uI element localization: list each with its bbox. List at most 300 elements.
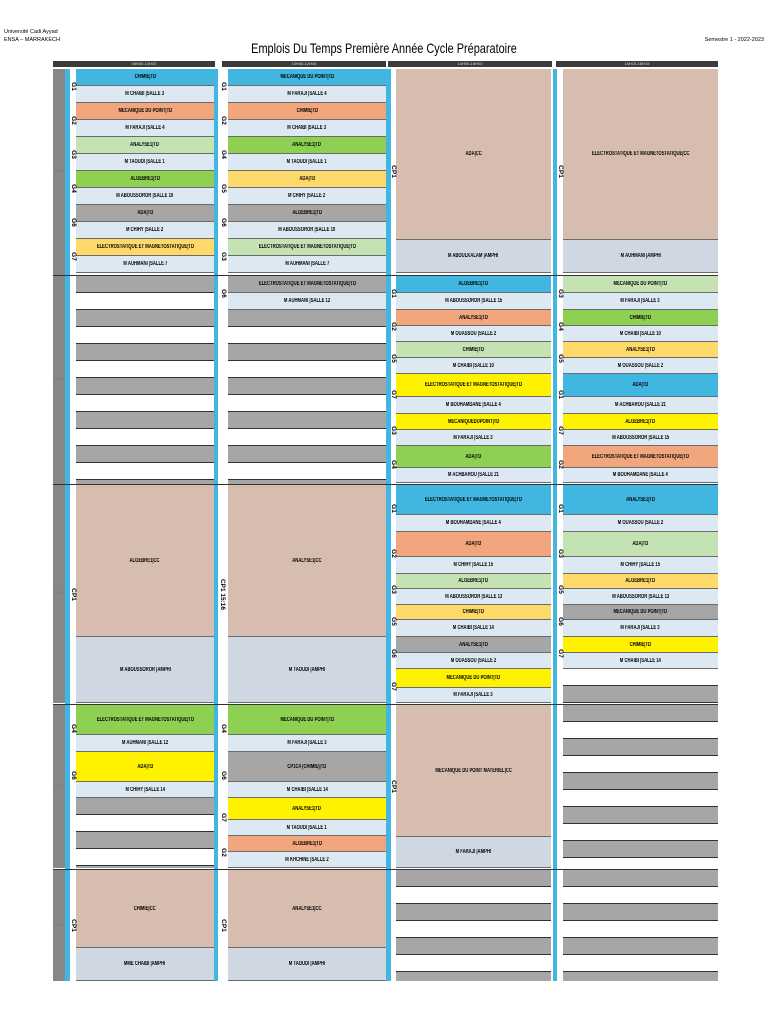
schedule-cell — [228, 256, 386, 273]
schedule-cell-text: MECANIQUE DU POINT|TD — [280, 74, 334, 80]
page-title: Emplois Du Temps Première Année Cycle Préparatoire — [251, 40, 517, 56]
group-label — [218, 239, 228, 273]
group-label-text: G5 — [390, 616, 398, 626]
schedule-cell — [563, 605, 718, 620]
schedule-cell-text: ALGEBRE1|CC — [129, 557, 161, 564]
schedule-cell-text: M FARAJI |SALLE 3 — [453, 692, 494, 698]
group-label — [70, 705, 76, 752]
schedule-cell — [396, 653, 551, 669]
group-label — [218, 171, 228, 205]
group-label-text: G3 — [69, 149, 77, 159]
group-label — [557, 574, 563, 605]
schedule-cell-text: M ACHBAROU |SALLE 21 — [615, 402, 666, 408]
schedule-cell-text: M ABOUSSOROR |AMPHI — [119, 666, 171, 673]
schedule-cell-text: ADA|TD — [465, 541, 482, 547]
schedule-cell-text: CHIMIE|TD — [134, 74, 156, 80]
schedule-cell — [76, 69, 214, 86]
schedule-cell — [76, 86, 214, 103]
schedule-cell — [228, 205, 386, 222]
group-label-text: CP1 — [390, 780, 397, 793]
group-label-text: G4 — [219, 149, 227, 159]
schedule-cell-text: M CHIHY |SALLE 15 — [620, 562, 661, 568]
group-label-text: G7 — [69, 251, 77, 261]
group-label — [557, 414, 563, 446]
group-label-text: CP1 — [390, 164, 397, 178]
schedule-cell-text: M TAOUDI |AMPHI — [288, 961, 326, 967]
schedule-cell — [76, 870, 214, 948]
schedule-cell — [396, 240, 551, 273]
group-label — [218, 137, 228, 171]
schedule-cell-text: ANALYSE1|TD — [459, 641, 488, 648]
schedule-cell — [76, 239, 214, 256]
schedule-cell-text: ANALYSE1|TD — [292, 805, 322, 812]
schedule-cell-text: M CHAIBI |SALLE 3 — [125, 91, 165, 97]
schedule-cell — [396, 589, 551, 605]
schedule-cell-text: M TAOUDI |SALLE 1 — [286, 824, 328, 831]
schedule-cell-text: MECANIQUE DU POINT|TD — [118, 108, 172, 114]
schedule-cell — [396, 310, 551, 326]
schedule-cell — [76, 120, 214, 137]
schedule-cell-text: ELECTROSTATIQUE ET MAGNETOSTATIQUE|TD — [591, 453, 690, 460]
schedule-cell — [228, 171, 386, 188]
schedule-cell — [396, 688, 551, 703]
schedule-cell-text: M OUASSOU |SALLE 2 — [450, 330, 497, 337]
schedule-cell — [563, 557, 718, 574]
schedule-cell-text: ANALYSE1|TD — [626, 496, 655, 503]
schedule-cell-text: M FARAJI |SALLE 3 — [287, 740, 327, 746]
group-label — [218, 870, 228, 981]
schedule-cell — [76, 705, 214, 735]
schedule-cell-text: ELECTROSTATIQUE ET MAGNETOSTATIQUE|TD — [96, 244, 194, 250]
schedule-cell — [76, 735, 214, 752]
schedule-cell — [563, 485, 718, 515]
schedule-cell-text: M CHIHY |SALLE 2 — [126, 227, 164, 233]
schedule-cell — [396, 358, 551, 374]
schedule-cell — [228, 870, 386, 948]
schedule-cell — [228, 86, 386, 103]
schedule-cell — [563, 515, 718, 532]
schedule-cell-text: CHIMIE|TD — [462, 346, 485, 353]
schedule-cell-text: CHIMIE|TD — [629, 641, 652, 648]
schedule-cell-text: M CHAIBI |SALLE 14 — [286, 786, 328, 793]
schedule-cell-text: ANALYSE1|TD — [459, 314, 488, 321]
group-label — [557, 532, 563, 574]
schedule-cell-text: ADA|TD — [632, 541, 649, 547]
group-label-text: G7 — [390, 681, 398, 691]
schedule-cell-text: CHIMIE|TD — [629, 314, 652, 321]
schedule-cell — [563, 374, 718, 397]
schedule-cell-text: M CHIHY |SALLE 15 — [453, 562, 494, 568]
schedule-cell — [563, 69, 718, 240]
schedule-cell — [563, 310, 718, 326]
schedule-cell — [396, 574, 551, 589]
schedule-cell — [228, 852, 386, 868]
group-label-text: G4 — [556, 321, 564, 331]
schedule-cell-text: M OUASSOU |SALLE 2 — [617, 520, 664, 526]
group-label — [391, 276, 396, 310]
schedule-cell-text: CHIMIE|TD — [296, 108, 318, 114]
schedule-cell-text: ELECTROSTATIQUE ET MAGNETOSTATIQUE|TD — [258, 281, 356, 287]
group-label-text: CP1 — [219, 919, 227, 932]
schedule-cell — [563, 468, 718, 483]
institution-block — [4, 28, 60, 44]
group-label — [218, 205, 228, 239]
schedule-cell — [228, 222, 386, 239]
schedule-cell — [228, 293, 386, 310]
schedule-cell — [76, 948, 214, 981]
schedule-cell-text: MECANIQUEDUPOINT|TD — [447, 418, 500, 425]
group-label — [557, 342, 563, 374]
group-label — [391, 532, 396, 574]
schedule-cell — [396, 532, 551, 557]
schedule-cell-text: ANALYSE1|CC — [292, 905, 322, 912]
schedule-cell — [563, 276, 718, 293]
group-label — [70, 239, 76, 273]
schedule-cell — [396, 620, 551, 637]
schedule-cell — [228, 188, 386, 205]
schedule-cell — [396, 669, 551, 688]
schedule-cell — [76, 171, 214, 188]
schedule-cell-text: ALGEBRE1|TD — [625, 418, 656, 425]
schedule-cell — [563, 358, 718, 374]
institution-school: ENSA – MARRAKECH — [4, 37, 60, 43]
schedule-cell — [396, 374, 551, 397]
schedule-cell-text: M CHAIBI |SALLE 14 — [619, 657, 662, 664]
schedule-cell-text: ANALYSE1|TD — [626, 346, 655, 353]
schedule-cell — [396, 605, 551, 620]
group-label — [557, 485, 563, 532]
group-label-text: G4 — [69, 183, 77, 193]
group-label — [218, 485, 228, 703]
schedule-cell — [76, 256, 214, 273]
group-label-text: G4 — [69, 724, 77, 733]
group-label — [557, 374, 563, 414]
group-label-text: G3 — [219, 251, 227, 261]
column-header-4: 16H15-18H15 — [556, 61, 718, 67]
empty-slots-jeu-c1 — [76, 798, 214, 868]
schedule-cell-text: M CHIHY |SALLE 14 — [125, 786, 165, 793]
schedule-cell — [76, 103, 214, 120]
group-label-text: G6 — [219, 217, 227, 227]
group-label — [218, 103, 228, 137]
schedule-cell — [563, 574, 718, 589]
schedule-cell-text: ELECTROSTATIQUE ET MAGNETOSTATIQUE|TD — [258, 244, 356, 250]
schedule-cell — [228, 239, 386, 256]
schedule-cell-text: ELECTROSTATIQUE ET MAGNETOSTATIQUE|TD — [96, 716, 194, 723]
group-label — [391, 69, 396, 273]
schedule-cell — [228, 948, 386, 981]
group-label — [70, 137, 76, 171]
schedule-cell — [396, 485, 551, 515]
group-label — [70, 752, 76, 798]
schedule-cell-text: ELECTROSTATIQUE ET MAGNETOSTATIQUE|CC — [591, 151, 690, 157]
group-label-text: G1 — [556, 504, 564, 513]
schedule-cell-text: M ABOUSSOROR |SALLE 13 — [444, 593, 503, 600]
group-label — [70, 485, 76, 703]
schedule-cell — [228, 120, 386, 137]
schedule-cell — [76, 154, 214, 171]
schedule-cell — [563, 397, 718, 414]
empty-slots-mer-c4 — [563, 669, 718, 703]
empty-slots-jeu-c4 — [563, 705, 718, 868]
group-label — [70, 69, 76, 103]
schedule-cell — [396, 515, 551, 532]
day-label-mer: MER — [54, 590, 64, 595]
group-label — [218, 276, 228, 310]
group-label-text: G1 — [390, 288, 398, 298]
group-label — [391, 705, 396, 868]
schedule-cell — [228, 69, 386, 86]
schedule-cell-text: M FARAJI |SALLE 3 — [620, 298, 661, 304]
group-label-text: G3 — [390, 585, 398, 594]
empty-slots-mar-c2 — [228, 310, 386, 484]
schedule-cell — [396, 276, 551, 293]
semester-label: Semestre 1 - 2022-2023 — [704, 37, 764, 43]
schedule-cell — [396, 69, 551, 240]
group-label-text: G2 — [69, 115, 77, 125]
schedule-cell-text: M TAOUDI |SALLE 1 — [286, 159, 328, 165]
group-label-text: G5 — [556, 585, 564, 594]
schedule-cell-text: MECANIQUE DU POINT|TD — [613, 609, 668, 615]
schedule-cell — [396, 397, 551, 414]
schedule-cell — [396, 705, 551, 837]
group-label-text: G6 — [219, 288, 227, 298]
group-label-text: G7 — [556, 425, 564, 435]
schedule-cell — [563, 589, 718, 605]
group-label — [391, 414, 396, 446]
schedule-cell-text: M FARAJI |SALLE 4 — [125, 125, 165, 131]
schedule-cell-text: ALGEBRE1|TD — [458, 281, 489, 287]
schedule-cell-text: M BOUHAMDANE |SALLE 4 — [445, 402, 502, 408]
group-label — [391, 637, 396, 669]
group-label-text: G6 — [69, 770, 77, 780]
group-label-text: G4 — [219, 724, 227, 733]
schedule-cell-text: M ABOUSSOROR |SALLE 10 — [116, 193, 174, 199]
group-label-text: G4 — [390, 460, 398, 469]
schedule-cell-text: M ACHBAROU |SALLE 21 — [448, 472, 499, 478]
group-label — [557, 446, 563, 483]
schedule-cell-text: ALGEBRE1|TD — [625, 578, 656, 584]
schedule-cell-text: M OUASSOU |SALLE 2 — [617, 362, 664, 369]
schedule-cell-text: M CHAIBI |SALLE 3 — [287, 125, 327, 131]
schedule-cell-text: ADA|TD — [465, 453, 482, 460]
schedule-cell-text: CP1C4 (CHIMIE)|TD — [287, 763, 327, 770]
group-label-text: G2 — [219, 847, 227, 857]
group-label — [391, 374, 396, 414]
schedule-cell — [228, 705, 386, 735]
schedule-cell-text: ALGEBRE1|TD — [292, 840, 322, 847]
schedule-cell-text: M AUHMANI |SALLE 12 — [283, 298, 331, 304]
group-label — [557, 69, 563, 273]
schedule-cell-text: ANALYSE1|TD — [130, 142, 160, 148]
schedule-cell — [228, 735, 386, 752]
group-label-text: G6 — [69, 217, 77, 227]
schedule-cell — [76, 637, 214, 703]
schedule-cell-text: M CHAIBI |SALLE 10 — [619, 330, 662, 337]
schedule-cell — [396, 446, 551, 468]
schedule-cell-text: ADA|TD — [632, 382, 649, 388]
schedule-cell — [76, 205, 214, 222]
schedule-cell-text: ANALYSE1|TD — [292, 142, 322, 148]
schedule-cell — [563, 240, 718, 273]
group-label — [70, 870, 76, 981]
schedule-cell — [228, 782, 386, 798]
schedule-cell-text: ANALYSE1|CC — [292, 557, 322, 564]
schedule-cell-text: M ABOUSSOROR |SALLE 15 — [611, 434, 670, 441]
schedule-cell — [76, 485, 214, 637]
schedule-cell — [228, 798, 386, 820]
group-label-text: G5 — [390, 353, 398, 363]
schedule-cell — [228, 637, 386, 703]
schedule-cell — [396, 637, 551, 653]
group-label — [391, 342, 396, 374]
schedule-cell — [76, 782, 214, 798]
schedule-cell-text: ALGEBRE1|TD — [458, 578, 489, 584]
group-label — [391, 669, 396, 703]
schedule-cell-text: M FARAJI |SALLE 3 — [620, 625, 661, 631]
schedule-cell — [563, 293, 718, 310]
schedule-cell-text: M ABOUSSOROR |SALLE 15 — [444, 298, 503, 304]
schedule-cell-text: M ABOUSSOROR |SALLE 10 — [278, 227, 336, 233]
schedule-cell — [563, 414, 718, 430]
column-header-2: 10H45-12H45 — [222, 61, 386, 67]
schedule-cell — [563, 326, 718, 342]
column-header-corner — [53, 61, 73, 67]
schedule-cell-text: MECANIQUE DU POINT|TD — [613, 281, 668, 287]
schedule-cell-text: M BOUHAMDANE |SALLE 4 — [445, 520, 502, 526]
day-label-jeu: JEU — [55, 783, 63, 788]
schedule-cell-text: CHIMIE|TD — [462, 609, 485, 615]
schedule-cell — [563, 342, 718, 358]
group-label-text: G6 — [556, 616, 564, 626]
schedule-cell-text: ELECTROSTATIQUE ET MAGNETOSTATIQUE|TD — [424, 496, 523, 503]
schedule-cell — [228, 137, 386, 154]
schedule-cell-text: M AUHMANI |SALLE 12 — [121, 740, 169, 746]
empty-slots-ven-c4 — [563, 870, 718, 981]
schedule-cell — [396, 557, 551, 574]
group-label-text: G6 — [390, 648, 398, 658]
group-label-text: G2 — [219, 115, 227, 125]
group-label-text: G7 — [556, 648, 564, 658]
day-label-mar: MAR — [54, 376, 64, 381]
schedule-cell-text: M CHIHY |SALLE 2 — [288, 193, 326, 199]
group-label-text: G7 — [390, 389, 398, 399]
schedule-cell — [396, 468, 551, 483]
schedule-cell-text: M FARAJI |SALLE 3 — [453, 434, 494, 441]
group-label-text: G3 — [556, 548, 564, 558]
empty-slots-mar-c1 — [76, 276, 214, 484]
group-label — [557, 637, 563, 669]
schedule-cell-text: M AUHMANI |AMPHI — [620, 253, 661, 259]
schedule-cell-text: M TAOUDI |AMPHI — [288, 666, 326, 673]
group-label-text: G1 — [219, 81, 227, 91]
group-label-text: G2 — [390, 321, 398, 331]
schedule-cell-text: M AUHMANI |SALLE 7 — [123, 261, 167, 267]
schedule-cell — [396, 326, 551, 342]
group-label — [218, 705, 228, 752]
schedule-cell-text: M FARAJI |SALLE 4 — [287, 91, 327, 97]
schedule-cell-text: M BOUHAMDANE |SALLE 4 — [612, 472, 669, 478]
group-label — [391, 605, 396, 637]
schedule-cell — [228, 752, 386, 782]
schedule-cell — [563, 430, 718, 446]
group-label-text: G1 — [69, 81, 77, 91]
schedule-cell-text: M FARAJI |AMPHI — [455, 849, 492, 855]
group-label-text: G5 — [219, 183, 227, 193]
group-label — [218, 752, 228, 798]
schedule-cell — [228, 836, 386, 852]
group-label-text: G5 — [556, 353, 564, 363]
empty-slots-ven-c3 — [396, 870, 551, 981]
group-label — [218, 69, 228, 103]
schedule-cell — [228, 485, 386, 637]
schedule-cell — [563, 532, 718, 557]
schedule-cell-text: ALGEBRE1|TD — [130, 176, 160, 182]
group-label — [557, 605, 563, 637]
schedule-cell-text: M AUHMANI |SALLE 7 — [285, 261, 329, 267]
schedule-cell — [563, 620, 718, 637]
group-label — [218, 836, 228, 868]
column-header-1: 08H30-10H30 — [73, 61, 215, 67]
group-label — [557, 276, 563, 310]
group-label-text: G6 — [219, 770, 227, 780]
group-label — [557, 310, 563, 342]
schedule-cell-text: ELECTROSTATIQUE ET MAGNETOSTATIQUE|TD — [424, 382, 523, 388]
schedule-cell-text: ADA|TD — [137, 210, 153, 216]
group-label-text: G3 — [390, 425, 398, 435]
schedule-cell — [76, 188, 214, 205]
group-label — [70, 103, 76, 137]
schedule-cell — [76, 222, 214, 239]
schedule-cell-text: M ABOUSSOROR |SALLE 13 — [611, 593, 670, 600]
group-label-text: CP1 — [69, 587, 77, 601]
group-label — [391, 446, 396, 483]
schedule-cell-text: M KHCHINE |SALLE 2 — [285, 856, 329, 863]
schedule-cell — [396, 430, 551, 446]
schedule-cell — [563, 637, 718, 653]
schedule-cell-text: CHIMIE|CC — [134, 905, 156, 912]
schedule-cell — [228, 276, 386, 293]
group-label — [391, 574, 396, 605]
schedule-cell-text: MME CHAIBI |AMPHI — [124, 961, 166, 967]
schedule-cell-text: M OUASSOU |SALLE 2 — [450, 657, 497, 664]
group-label — [391, 310, 396, 342]
schedule-cell — [76, 137, 214, 154]
column-header-3: 14H00-16H00 — [388, 61, 552, 67]
group-label-text: G2 — [556, 460, 564, 469]
schedule-cell-text: M ABOULKALAM |AMPHI — [448, 253, 499, 259]
day-label-ven: VEN — [54, 922, 64, 927]
schedule-cell — [563, 653, 718, 669]
schedule-cell — [228, 154, 386, 171]
schedule-cell — [396, 342, 551, 358]
schedule-cell — [76, 752, 214, 782]
schedule-cell-text: ADA|TD — [137, 763, 153, 770]
group-label-text: CP1 15:16 — [219, 578, 227, 610]
schedule-cell-text: MECANIQUE DU POINT|TD — [280, 716, 334, 723]
group-label-text: G3 — [556, 288, 564, 298]
group-label-text: G1 — [390, 504, 398, 513]
schedule-cell — [396, 414, 551, 430]
schedule-cell-text: M CHAIBI |SALLE 14 — [452, 625, 495, 631]
schedule-cell-text: MECANIQUE DU POINT MATERIEL|CC — [435, 767, 512, 774]
group-label — [218, 798, 228, 836]
schedule-cell — [396, 293, 551, 310]
group-label-text: CP1 — [69, 919, 77, 932]
schedule-cell-text: M CHAIBI |SALLE 10 — [452, 362, 495, 369]
day-label-lun: LUN — [54, 168, 63, 173]
schedule-cell-text: ADA|CC — [465, 151, 482, 157]
